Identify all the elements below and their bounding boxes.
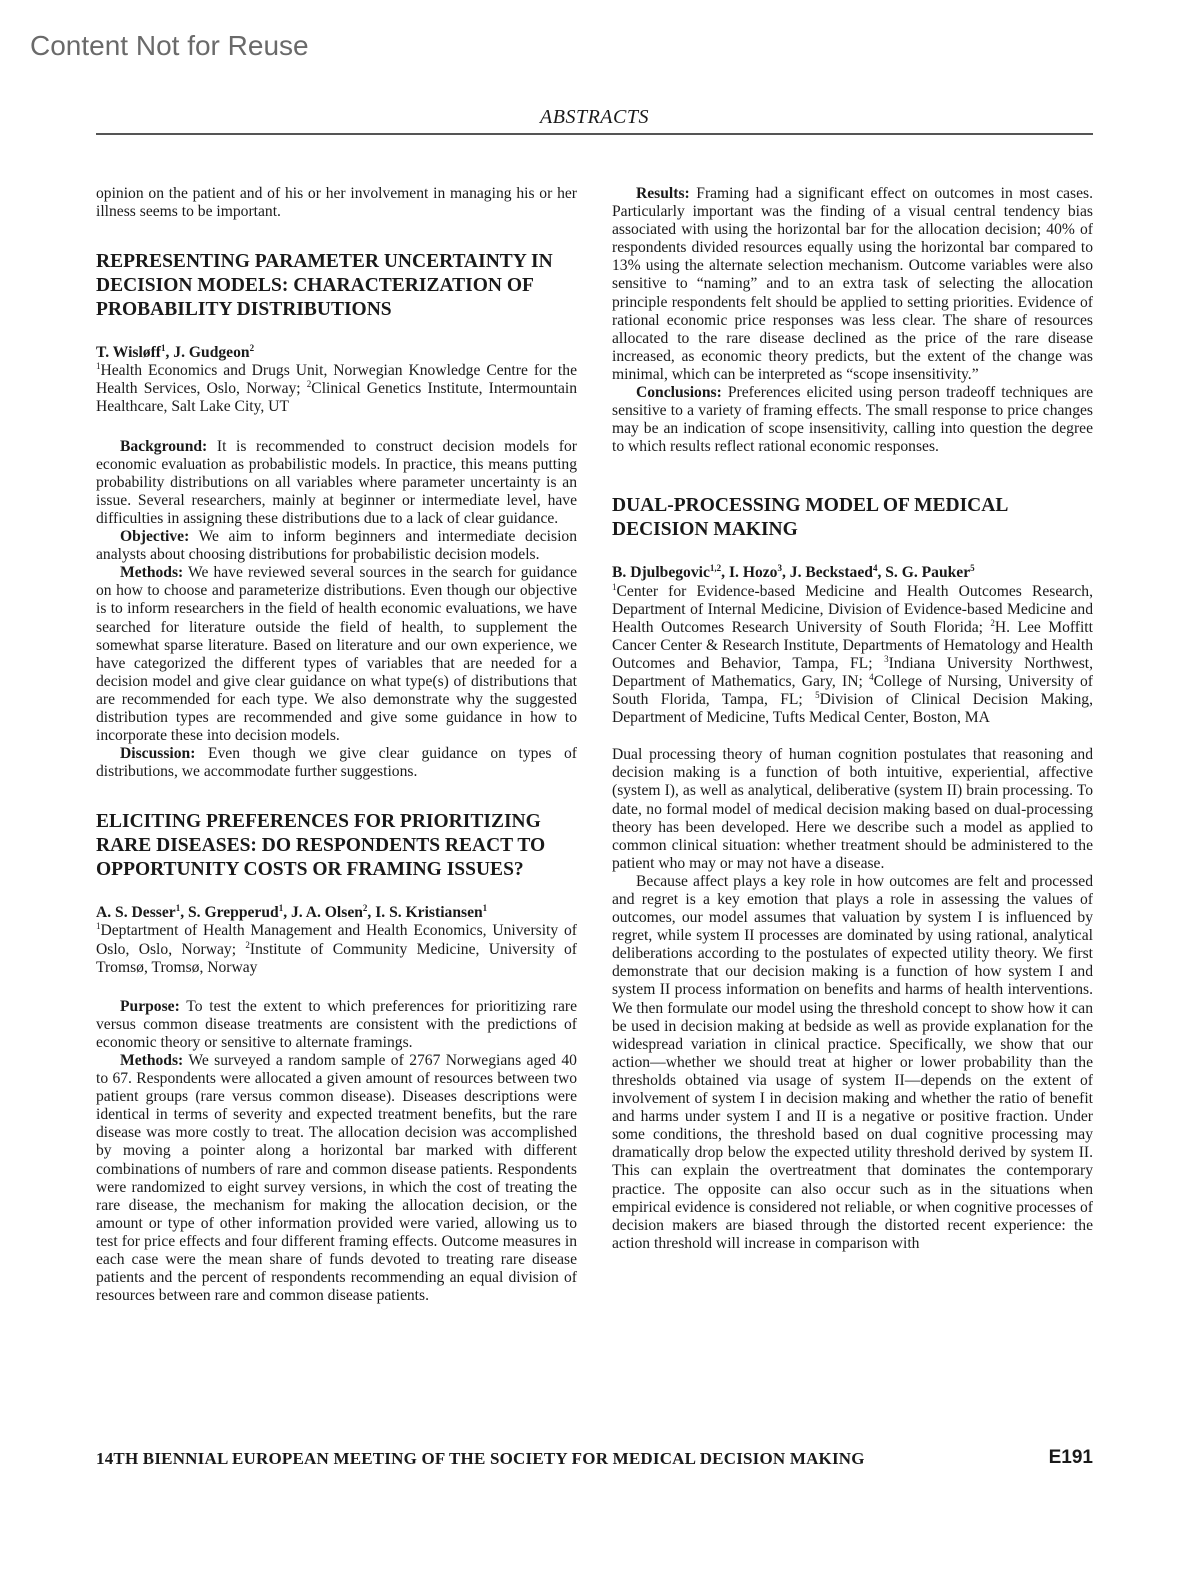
author-list: T. Wisløff$^1$, J. Gudgeon$^2$ bbox=[96, 343, 255, 362]
conclusions-paragraph: Conclusions: Preferences elicited using person tradeoff techniques are sensitive to a variety of framing effects. The small response to price changes may be an indication of scope insensitivity, calling into question the degree to which results reflect rational economic responses. bbox=[612, 384, 1093, 456]
affiliations: $^1$Deptartment of Health Management and Health Economics, University of Oslo, Oslo, Norway; $^2$Institute of Community Medicine, University of Tromsø, Tromsø, Norway bbox=[96, 921, 577, 976]
abstract-title: REPRESENTING PARAMETER UNCERTAINTY IN DECISION MODELS: CHARACTERIZATION OF PROBABILITY DISTRIBUTIONS bbox=[96, 251, 553, 321]
background-paragraph: Background: It is recommended to construct decision models for economic evaluation as probabilistic models. In practice, this means putting probability distributions on all variables where parameter uncertainty is an issue. Several researchers, mainly at beginner or intermediate level, have difficulties in assigning these distributions due to a lack of clear guidance. bbox=[96, 437, 577, 527]
discussion-paragraph: Discussion: Even though we give clear guidance on types of distributions, we accommodate further suggestions. bbox=[96, 745, 577, 781]
running-head: ABSTRACTS bbox=[540, 106, 649, 128]
header-rule bbox=[96, 133, 1093, 135]
page-number: E191 bbox=[1048, 1447, 1093, 1468]
right-column bbox=[612, 185, 1093, 1253]
affiliations: $^1$Center for Evidence-based Medicine and Health Outcomes Research, Department of Internal Medicine, Division of Evidence-based Medicine and Health Outcomes Research University of South Florida; $^2$H. Lee Moffitt Cancer Center & Research Institute, Departments of Hematology and Health Outcomes and Behavior, Tampa, FL; $^3$Indiana University Northwest, Department of Mathematics, Gary, IN; $^4$College of Nursing, University of South Florida, Tampa, FL; $^5$Division of Clinical Decision Making, Department of Medicine, Tufts Medical Center, Boston, MA bbox=[612, 581, 1094, 727]
watermark: Content Not for Reuse bbox=[30, 30, 309, 61]
body-paragraph: Because affect plays a key role in how outcomes are felt and processed and regret is a key emotion that plays a role in assessing the values of outcomes, our model assumes that valuation by system I is influenced by regret, while system II processes are dominated by using rational, analytical deliberations according to the postulates of expected utility theory. We first demonstrate that our decision making is a function of how system I and system II process information on benefits and harms of health interventions. We then formulate our model using the threshold concept to show how it can be used in decision making at bedside as well as provide explanation for the widespread variation in clinical practice. Specifically, we show that our action—whether we should treat at higher or lower probability than the thresholds obtained via usage of system II—depends on the extent of involvement of system I in decision making and whether the ratio of benefit and harms under system I and II is a negative or positive fraction. Under some conditions, the threshold based on dual cognitive processing may dramatically drop below the expected utility threshold derived by system II. This can explain the overtreatment that dominates the contemporary practice. The opposite can also occur such as in the situations when empirical evidence is considered not reliable, or when cognitive processes of decision makers are biased through the distorted recent experience: the action threshold will increase in comparison with bbox=[612, 872, 1093, 1252]
body-paragraph: Dual processing theory of human cognition postulates that reasoning and decision making is a function of both intuitive, experiential, affective (system I), as well as analytical, deliberative (system II) brain processing. To date, no formal model of medical decision making based on dual-processing theory has been developed. Here we describe such a model as applied to common clinical situation: whether treatment should be administered to the patient who may or may not have a disease. bbox=[612, 746, 1093, 872]
continuation-text: opinion on the patient and of his or her involvement in managing his or her illness seems to be important. bbox=[96, 185, 577, 221]
author-list: B. Djulbegovic$^{1,2}$, I. Hozo$^3$, J. Beckstaed$^4$, S. G. Pauker$^5$ bbox=[612, 563, 975, 582]
footer-journal-title: 14TH BIENNIAL EUROPEAN MEETING OF THE SOCIETY FOR MEDICAL DECISION MAKING bbox=[96, 1449, 865, 1468]
abstract-title: ELICITING PREFERENCES FOR PRIORITIZING RARE DISEASES: DO RESPONDENTS REACT TO OPPORTUNITY COSTS OR FRAMING ISSUES? bbox=[96, 811, 546, 881]
left-column bbox=[96, 185, 577, 1305]
results-paragraph: Results: Framing had a significant effect on outcomes in most cases. Particularly important was the finding of a visual central tendency bias associated with using the horizontal bar for the allocation decision; 40% of respondents divided resources equally using the horizontal bar compared to 13% using the alternate selection mechanism. Outcome variables were also sensitive to “naming” and to an extra task of selecting the allocation principle respondents felt should be applied to setting priorities. Evidence of rational economic price responses was less clear. The share of resources allocated to the rare disease declined as the price of the rare disease increased, as economic theory predicts, but the extent of the change was minimal, which can be interpreted as “scope insensitivity.” bbox=[612, 185, 1093, 383]
author-list: A. S. Desser$^1$, S. Grepperud$^1$, J. A. Olsen$^2$, I. S. Kristiansen$^1$ bbox=[96, 903, 488, 922]
abstract-title: DUAL-PROCESSING MODEL OF MEDICAL DECISION MAKING bbox=[612, 495, 1008, 541]
methods-paragraph: Methods: We surveyed a random sample of 2767 Norwegians aged 40 to 67. Respondents were allocated a given amount of resources between two patient groups (rare versus common disease). Diseases descriptions were identical in terms of severity and expected treatment benefits, but the rare disease was more costly to treat. The allocation decision was accomplished by moving a pointer along a horizontal bar marked with different combinations of numbers of rare and common disease patients. Respondents were randomized to eight survey versions, in which the cost of treating the rare disease, the mechanism for making the allocation decision, or the amount or type of other information provided were varied, allowing us to test for price effects and four different framing effects. Outcome measures in each case were the mean share of funds devoted to treating rare disease patients and the percent of respondents recommending an equal division of resources between rare and common disease patients. bbox=[96, 1052, 577, 1305]
objective-paragraph: Objective: We aim to inform beginners and intermediate decision analysts about choosing distributions for probabilistic decision models. bbox=[96, 528, 577, 564]
affiliations: $^1$Health Economics and Drugs Unit, Norwegian Knowledge Centre for the Health Services, Oslo, Norway; $^2$Clinical Genetics Institute, Intermountain Healthcare, Salt Lake City, UT bbox=[96, 361, 577, 416]
purpose-paragraph: Purpose: To test the extent to which preferences for prioritizing rare versus common disease treatments are consistent with the predictions of economic theory or sensitive to alternate framings. bbox=[96, 997, 577, 1051]
methods-paragraph: Methods: We have reviewed several sources in the search for guidance on how to choose and parameterize distributions. Even though our objective is to inform researchers in the field of health economic evaluations, we have searched for literature outside the field of health, to supplement the somewhat sparse literature. Based on literature and our own experience, we have categorized the different types of variables that are needed for a decision model and give clear guidance on what type(s) of distributions that are recommended for each type. We also demonstrate why the suggested distribution types are recommended and give some guidance in how to incorporate these into decision models. bbox=[96, 564, 577, 745]
